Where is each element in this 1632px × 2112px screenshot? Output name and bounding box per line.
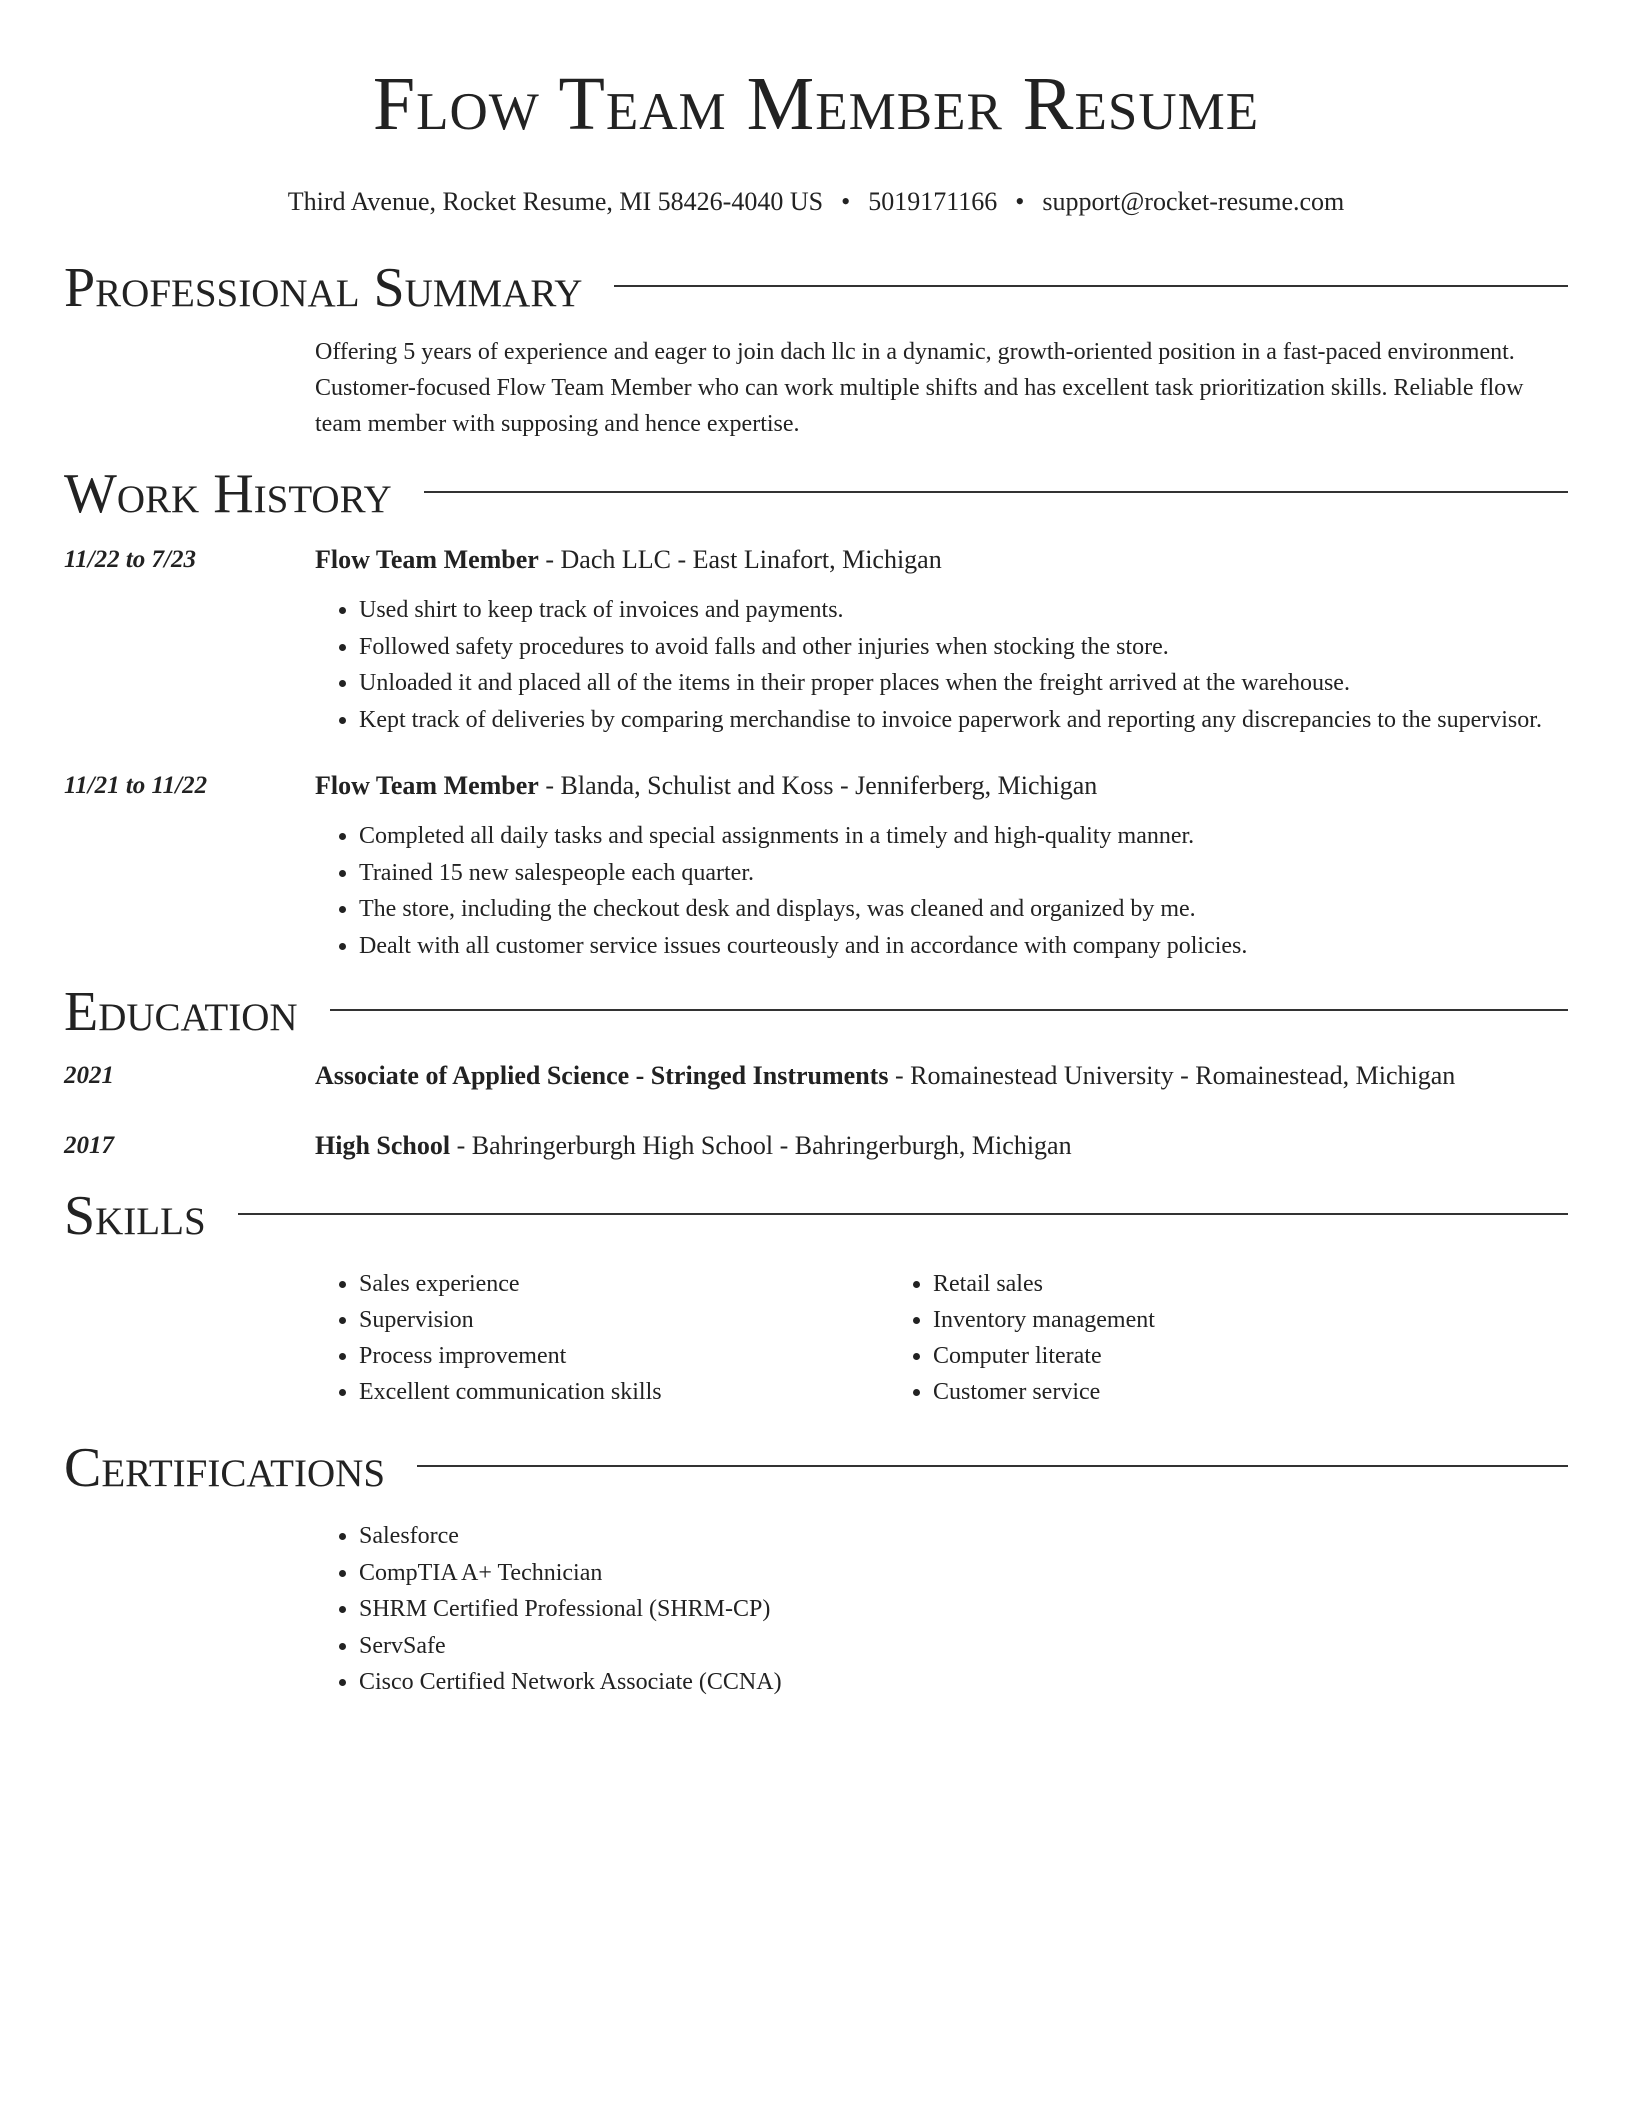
section-header	[64, 1432, 1568, 1504]
certification-item: • Cisco Certified Network Associate (CCNA)	[359, 1664, 1568, 1701]
skills-list	[64, 1266, 1568, 1410]
certification-item: • SHRM Certified Professional (SHRM-CP)	[359, 1591, 1568, 1628]
job-bullet: • Trained 15 new salespeople each quarter.	[359, 855, 1568, 892]
job-heading	[315, 542, 1568, 578]
work-history-section	[64, 458, 1568, 964]
section-header	[64, 252, 1568, 324]
skills-column-left	[315, 1266, 889, 1410]
education-degree: High School	[315, 1131, 451, 1160]
section-divider	[424, 491, 1568, 493]
section-header	[64, 976, 1568, 1048]
certifications-section	[64, 1432, 1568, 1701]
email-address: support@rocket-resume.com	[1042, 187, 1345, 216]
skill-item: • Process improvement	[359, 1338, 889, 1374]
section-title: Education	[64, 981, 298, 1043]
job-bullet: • Used shirt to keep track of invoices and payments.	[359, 592, 1568, 629]
skill-item: • Computer literate	[933, 1338, 1463, 1374]
section-header	[64, 1180, 1568, 1252]
job-bullet: • Dealt with all customer service issues courteously and in accordance with company policies.	[359, 928, 1568, 965]
job-bullets	[315, 592, 1568, 738]
job-dates: 11/22 to 7/23	[64, 546, 196, 573]
job-entry	[64, 542, 1568, 738]
education-degree: Associate of Applied Science - Stringed Instruments	[315, 1061, 889, 1090]
contact-separator: •	[841, 187, 851, 216]
job-entry	[64, 768, 1568, 964]
education-year: 2017	[64, 1132, 114, 1159]
summary-text: Offering 5 years of experience and eager to join dach llc in a dynamic, growth-oriented position in a fast-paced environment. Customer-focused Flow Team Member who can work multiple shifts and has excellent task prioritization skills. Reliable flow team member with supposing and hence expertise.	[315, 339, 1524, 437]
section-divider	[238, 1213, 1568, 1215]
skill-item: • Excellent communication skills	[359, 1374, 889, 1410]
job-dates: 11/21 to 11/22	[64, 772, 208, 799]
certification-item: • CompTIA A+ Technician	[359, 1555, 1568, 1592]
certifications-list	[64, 1518, 1568, 1701]
skill-item: • Supervision	[359, 1302, 889, 1338]
education-heading	[315, 1058, 1568, 1094]
section-title: Work History	[64, 463, 392, 525]
job-content	[315, 768, 1568, 964]
education-entry	[64, 1128, 1568, 1164]
job-bullet: • Unloaded it and placed all of the items in their proper places when the freight arrived at the warehouse.	[359, 665, 1568, 702]
section-title: Certifications	[64, 1437, 386, 1499]
job-role: Flow Team Member	[315, 771, 539, 800]
section-header	[64, 458, 1568, 530]
education-school: - Bahringerburgh High School - Bahringerburgh, Michigan	[450, 1131, 1072, 1160]
education-school: - Romainestead University - Romainestead, Michigan	[888, 1061, 1456, 1090]
skill-item: • Customer service	[933, 1374, 1463, 1410]
certifications-bullets	[315, 1518, 1568, 1701]
skill-item: • Sales experience	[359, 1266, 889, 1302]
job-bullet: • Followed safety procedures to avoid falls and other injuries when stocking the store.	[359, 629, 1568, 666]
education-section	[64, 976, 1568, 1164]
section-divider	[330, 1009, 1568, 1011]
job-bullet: • The store, including the checkout desk and displays, was cleaned and organized by me.	[359, 891, 1568, 928]
skill-item: • Retail sales	[933, 1266, 1463, 1302]
education-entry	[64, 1058, 1568, 1094]
contact-line	[64, 186, 1568, 218]
section-divider	[417, 1465, 1568, 1467]
skills-section	[64, 1180, 1568, 1410]
certification-item: • Salesforce	[359, 1518, 1568, 1555]
phone-number: 5019171166	[868, 187, 998, 216]
resume-title: Flow Team Member Resume	[372, 62, 1260, 146]
job-content	[315, 542, 1568, 738]
job-employer: - Blanda, Schulist and Koss - Jenniferberg, Michigan	[538, 771, 1098, 800]
skill-item: • Inventory management	[933, 1302, 1463, 1338]
address: Third Avenue, Rocket Resume, MI 58426-4040 US	[287, 187, 824, 216]
section-divider	[614, 285, 1568, 287]
job-employer: - Dach LLC - East Linafort, Michigan	[538, 545, 942, 574]
education-heading	[315, 1128, 1568, 1164]
skills-column-right	[889, 1266, 1463, 1410]
section-title: Skills	[64, 1185, 206, 1247]
job-bullet: • Kept track of deliveries by comparing merchandise to invoice paperwork and reporting any discrepancies to the supervisor.	[359, 702, 1568, 739]
summary-section	[64, 252, 1568, 442]
job-heading	[315, 768, 1568, 804]
job-bullet: • Completed all daily tasks and special assignments in a timely and high-quality manner.	[359, 818, 1568, 855]
job-role: Flow Team Member	[315, 545, 539, 574]
job-bullets	[315, 818, 1568, 964]
education-year: 2021	[64, 1062, 114, 1089]
contact-separator: •	[1015, 187, 1025, 216]
section-title: Professional Summary	[64, 257, 583, 319]
certification-item: • ServSafe	[359, 1628, 1568, 1665]
